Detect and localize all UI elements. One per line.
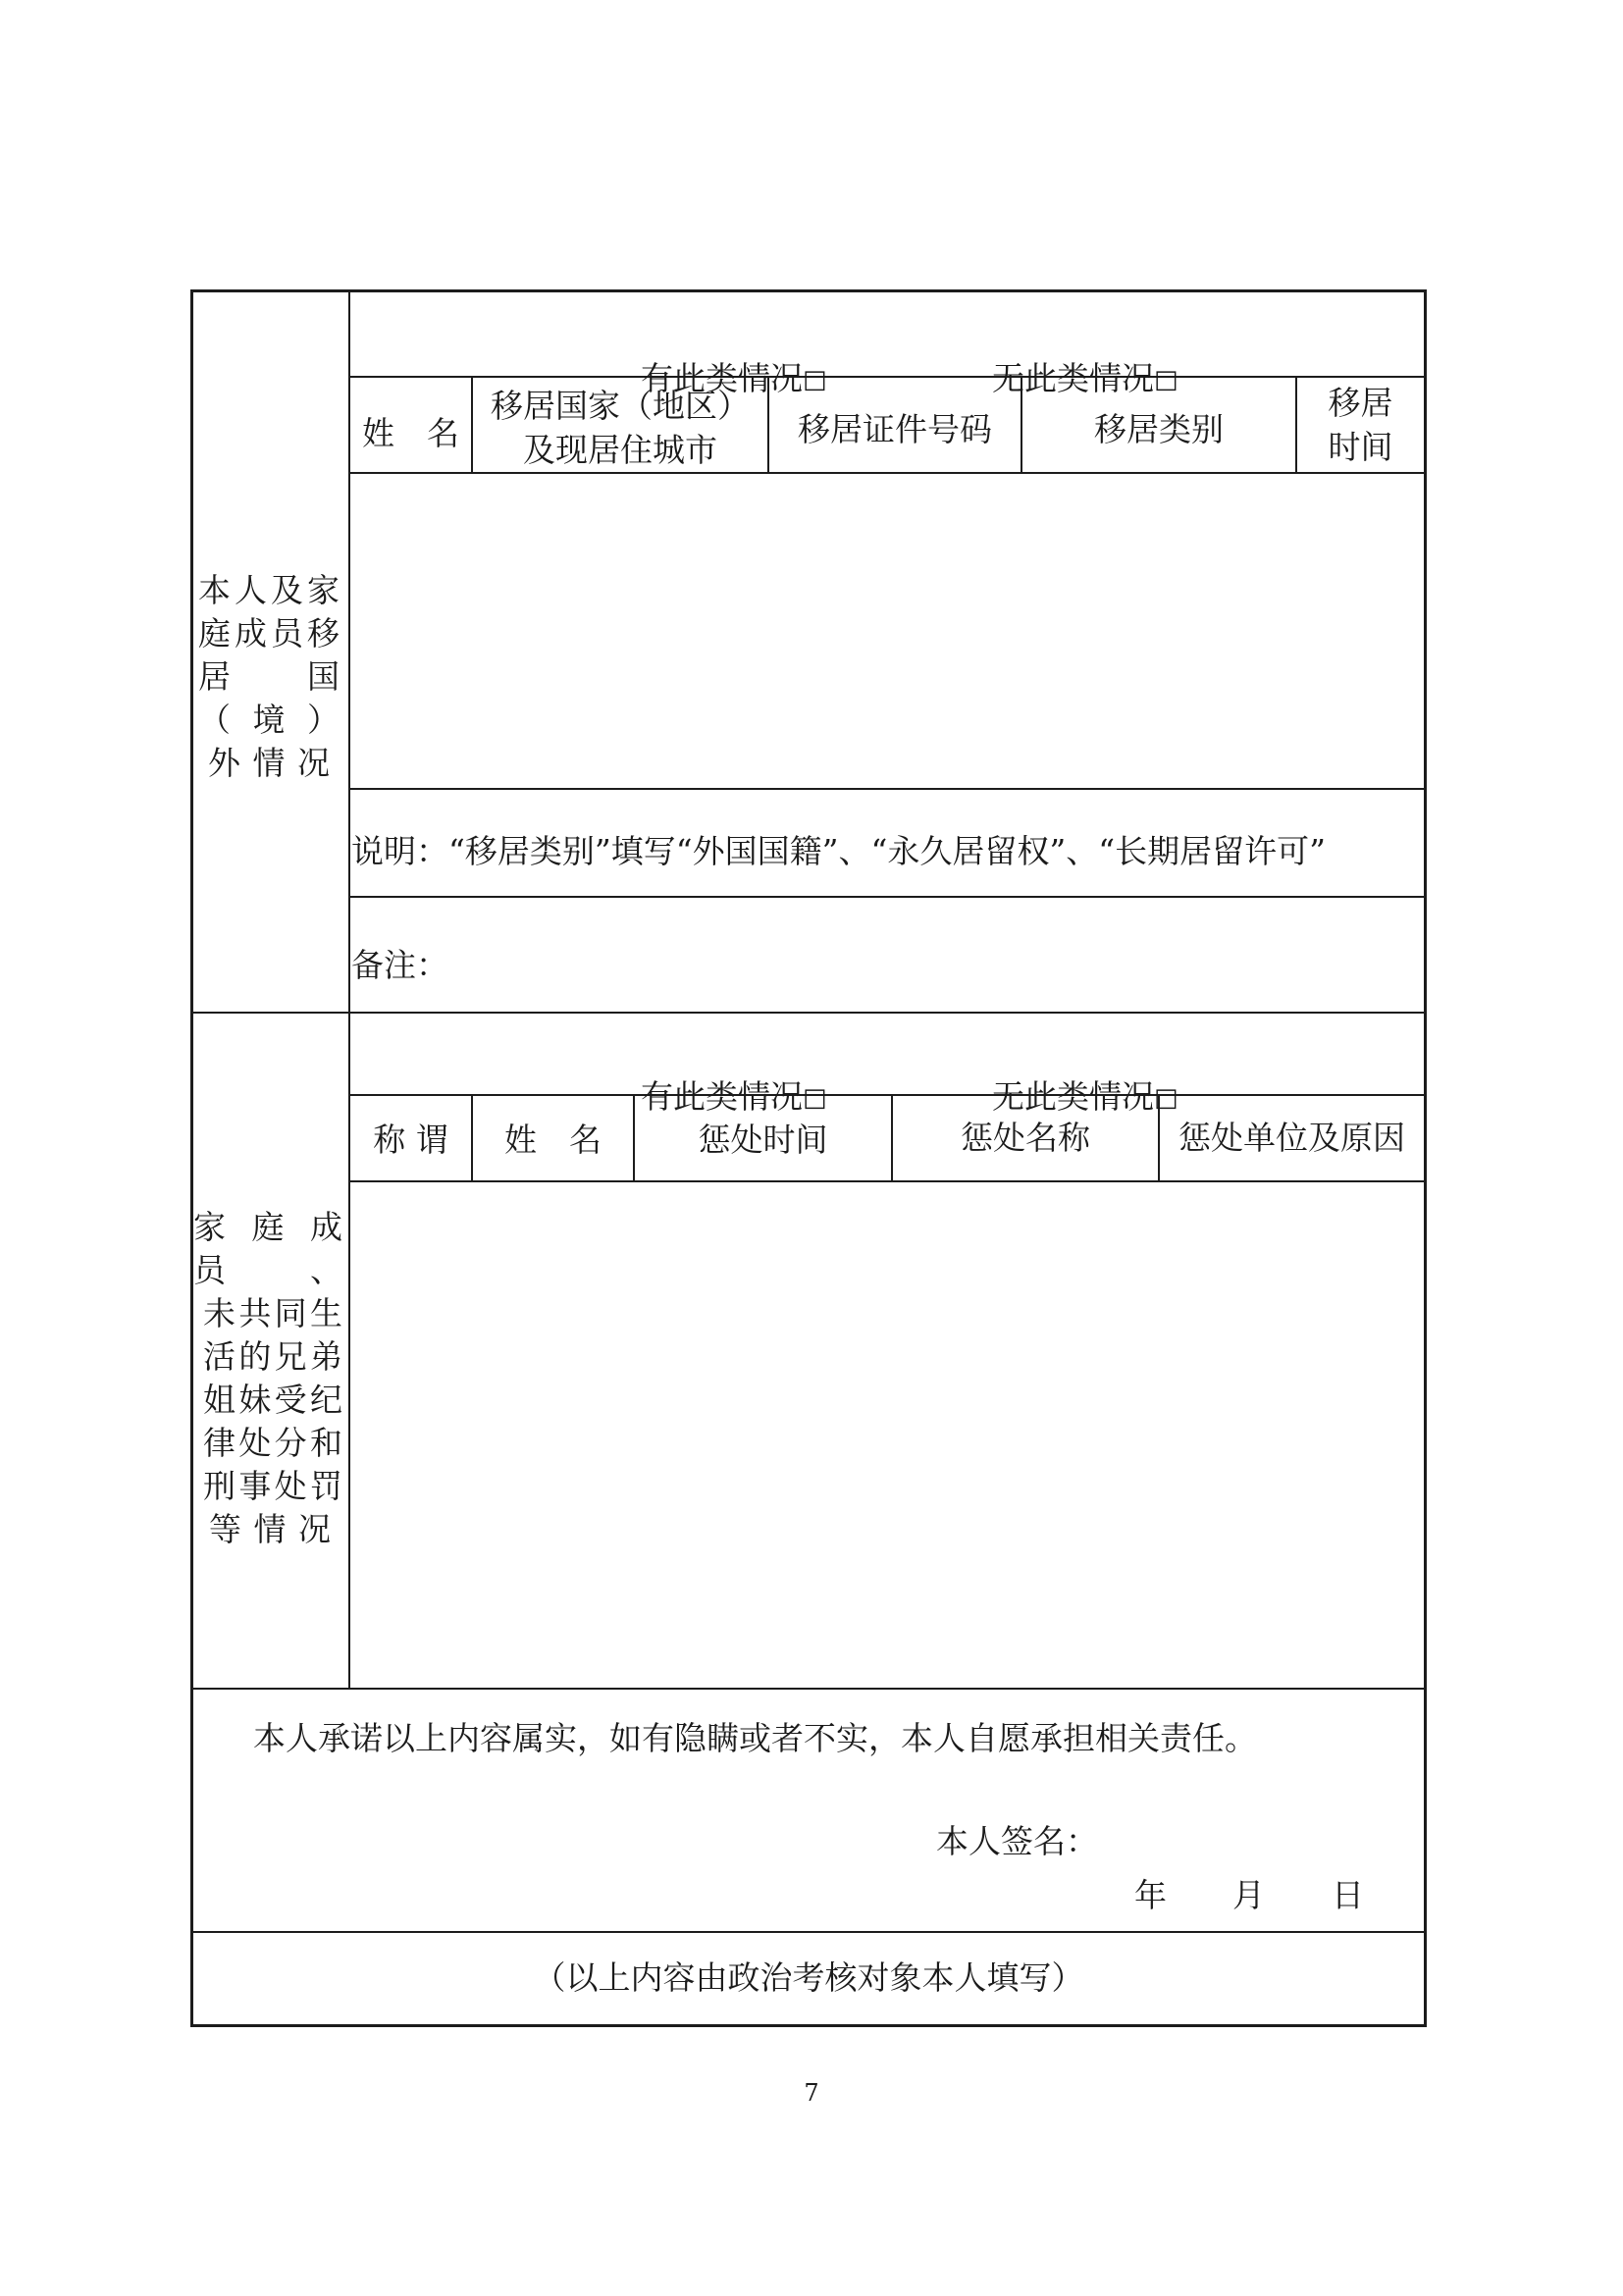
s2-label-line-4: 姐妹受纪 bbox=[203, 1381, 342, 1419]
s1-label-line-2: 庭成员移 bbox=[198, 614, 340, 652]
s2-has-option-label: 有此类情况 bbox=[640, 1077, 803, 1116]
pledge-divider bbox=[190, 1688, 1427, 1690]
s1-has-checkbox[interactable]: □ bbox=[802, 365, 827, 394]
s2-col-relation: 称 谓 bbox=[373, 1121, 448, 1159]
s1-label-line-3: 居国（境） bbox=[198, 657, 340, 739]
s2-has-checkbox[interactable]: □ bbox=[802, 1083, 827, 1113]
s1-col-country-line1: 移居国家（地区） bbox=[491, 387, 750, 425]
s2-label-line-7: 等 情 况 bbox=[209, 1510, 331, 1548]
s1-row-label bbox=[198, 569, 340, 785]
s1-col-type: 移居类别 bbox=[1094, 410, 1224, 448]
s1-col-time-line2: 时间 bbox=[1328, 428, 1393, 466]
s2-no-checkbox[interactable]: □ bbox=[1153, 1083, 1178, 1113]
s1-has-option-label: 有此类情况 bbox=[640, 359, 803, 397]
date-day: 日 bbox=[1332, 1876, 1364, 1914]
s1-note: 说明：“移居类别”填写“外国国籍”、“永久居留权”、“长期居留许可” bbox=[351, 832, 1326, 870]
s1-col-time-line1: 移居 bbox=[1328, 384, 1393, 422]
s1-line-header bbox=[348, 472, 1426, 474]
s2-label-line-3: 活的兄弟 bbox=[203, 1337, 342, 1376]
date-month: 月 bbox=[1232, 1876, 1265, 1914]
s1-line-body bbox=[348, 788, 1426, 790]
table-border-left bbox=[190, 289, 193, 2027]
s2-label-line-2: 未共同生 bbox=[203, 1294, 342, 1332]
s2-no-option[interactable] bbox=[971, 1032, 1178, 1120]
s2-line-header bbox=[348, 1180, 1426, 1182]
signature-label: 本人签名： bbox=[936, 1822, 1098, 1860]
s2-has-option[interactable] bbox=[620, 1032, 827, 1120]
page-number: 7 bbox=[804, 2079, 819, 2107]
s1-no-option[interactable] bbox=[971, 314, 1178, 401]
s1-col-name: 姓 名 bbox=[362, 414, 459, 452]
section-divider bbox=[190, 1012, 1427, 1014]
s1-no-option-label: 无此类情况 bbox=[991, 359, 1154, 397]
s1-no-checkbox[interactable]: □ bbox=[1153, 365, 1178, 394]
s2-no-option-label: 无此类情况 bbox=[991, 1077, 1154, 1116]
pledge-statement: 本人承诺以上内容属实，如有隐瞒或者不实，本人自愿承担相关责任。 bbox=[253, 1719, 1257, 1757]
s2-row-label bbox=[193, 1206, 342, 1551]
footer-note: （以上内容由政治考核对象本人填写） bbox=[533, 1958, 1084, 1997]
date-year: 年 bbox=[1134, 1876, 1167, 1914]
s2-col-title: 惩处名称 bbox=[961, 1119, 1090, 1157]
s1-label-line-4: 外 情 况 bbox=[208, 744, 330, 782]
s1-line-options bbox=[348, 376, 1426, 378]
table-border-top bbox=[190, 289, 1427, 292]
label-column-divider bbox=[348, 289, 350, 1690]
s1-col-country-line2: 及现居住城市 bbox=[523, 431, 717, 469]
s1-line-note bbox=[348, 896, 1426, 898]
s1-label-line-1: 本人及家 bbox=[198, 571, 340, 609]
table-border-bottom bbox=[190, 2024, 1427, 2027]
s2-label-line-6: 刑事处罚 bbox=[203, 1467, 342, 1505]
table-border-right bbox=[1424, 289, 1427, 2027]
s2-line-options bbox=[348, 1094, 1426, 1096]
s2-col-unit: 惩处单位及原因 bbox=[1178, 1119, 1405, 1157]
footer-divider bbox=[190, 1931, 1427, 1933]
s2-label-line-5: 律处分和 bbox=[203, 1424, 342, 1462]
s2-col-time: 惩处时间 bbox=[698, 1121, 828, 1159]
s1-col-cert: 移居证件号码 bbox=[798, 410, 992, 448]
s2-label-line-1: 家庭成员、 bbox=[193, 1208, 342, 1289]
s2-col-name: 姓 名 bbox=[504, 1121, 602, 1159]
s1-remark: 备注： bbox=[351, 946, 448, 984]
